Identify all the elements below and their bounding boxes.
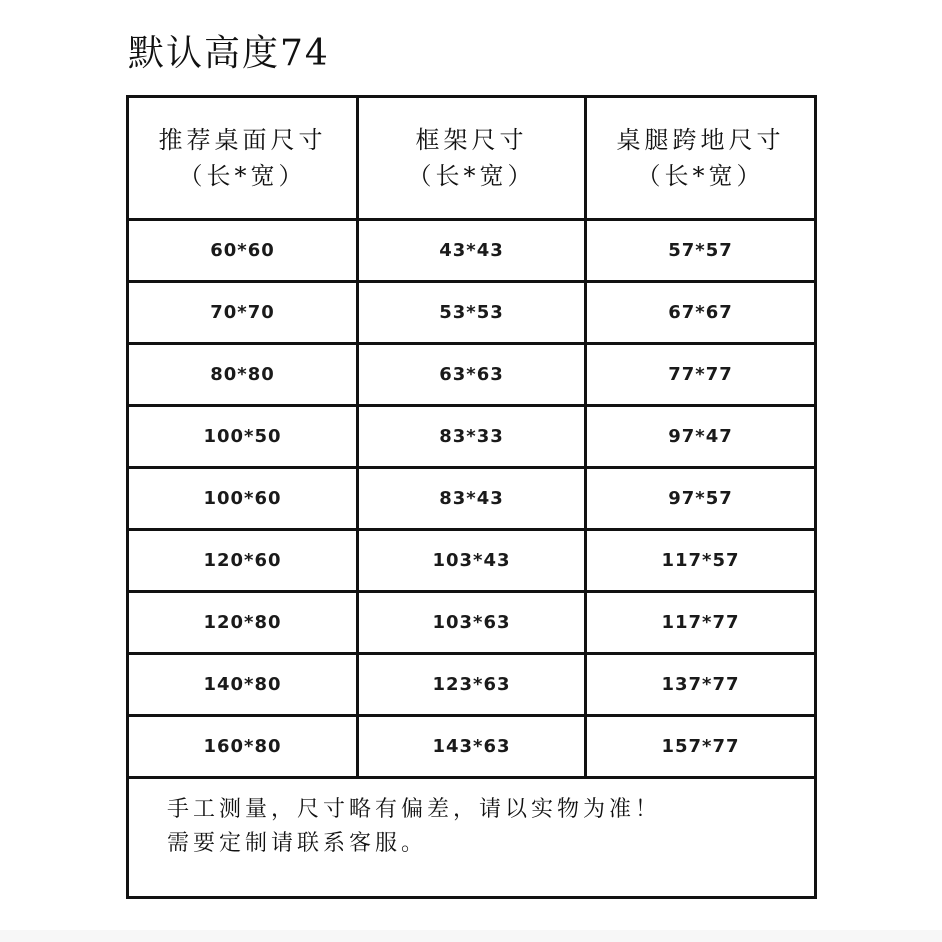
table-cell: 97*57 [586,468,816,530]
table-cell: 120*60 [128,530,358,592]
note-line-measurement: 手工测量，尺寸略有偏差，请以实物为准！ [167,797,662,822]
table-row [128,716,816,778]
table-cell: 100*50 [128,406,358,468]
table-row [128,344,816,406]
table-cell: 100*60 [128,468,358,530]
header-unit: （长*宽） [407,162,536,190]
table-cell: 103*63 [358,592,586,654]
table-cell: 123*63 [358,654,586,716]
header-frame-size [358,97,586,220]
table-cell: 143*63 [358,716,586,778]
table-cell: 53*53 [358,282,586,344]
table-note-row [128,778,816,898]
header-label: 桌腿跨地尺寸 [616,126,785,154]
header-unit: （长*宽） [178,162,307,190]
table-row [128,406,816,468]
table-row [128,530,816,592]
table-cell: 117*57 [586,530,816,592]
table-cell: 67*67 [586,282,816,344]
table-cell: 43*43 [358,220,586,282]
header-unit: （长*宽） [636,162,765,190]
page-title: 默认高度74 [128,33,330,74]
table-cell: 77*77 [586,344,816,406]
header-label: 推荐桌面尺寸 [158,126,327,154]
header-leg-span-size [586,97,816,220]
table-cell: 160*80 [128,716,358,778]
header-label: 框架尺寸 [415,126,528,154]
table-cell: 137*77 [586,654,816,716]
table-cell: 60*60 [128,220,358,282]
table-row [128,592,816,654]
table-cell: 103*43 [358,530,586,592]
table-cell: 83*33 [358,406,586,468]
table-row [128,282,816,344]
table-cell: 70*70 [128,282,358,344]
bottom-divider [0,930,942,942]
table-cell: 157*77 [586,716,816,778]
table-cell: 117*77 [586,592,816,654]
table-cell: 83*43 [358,468,586,530]
table-row [128,468,816,530]
table-row [128,220,816,282]
table-cell: 80*80 [128,344,358,406]
size-table [126,95,817,899]
table-row [128,654,816,716]
table-cell: 97*47 [586,406,816,468]
header-recommended-desktop-size [128,97,358,220]
table-cell: 57*57 [586,220,816,282]
table-cell: 63*63 [358,344,586,406]
note-line-custom: 需要定制请联系客服。 [167,831,428,856]
table-header-row [128,97,816,220]
table-cell: 140*80 [128,654,358,716]
note-cell [128,778,816,898]
table-cell: 120*80 [128,592,358,654]
